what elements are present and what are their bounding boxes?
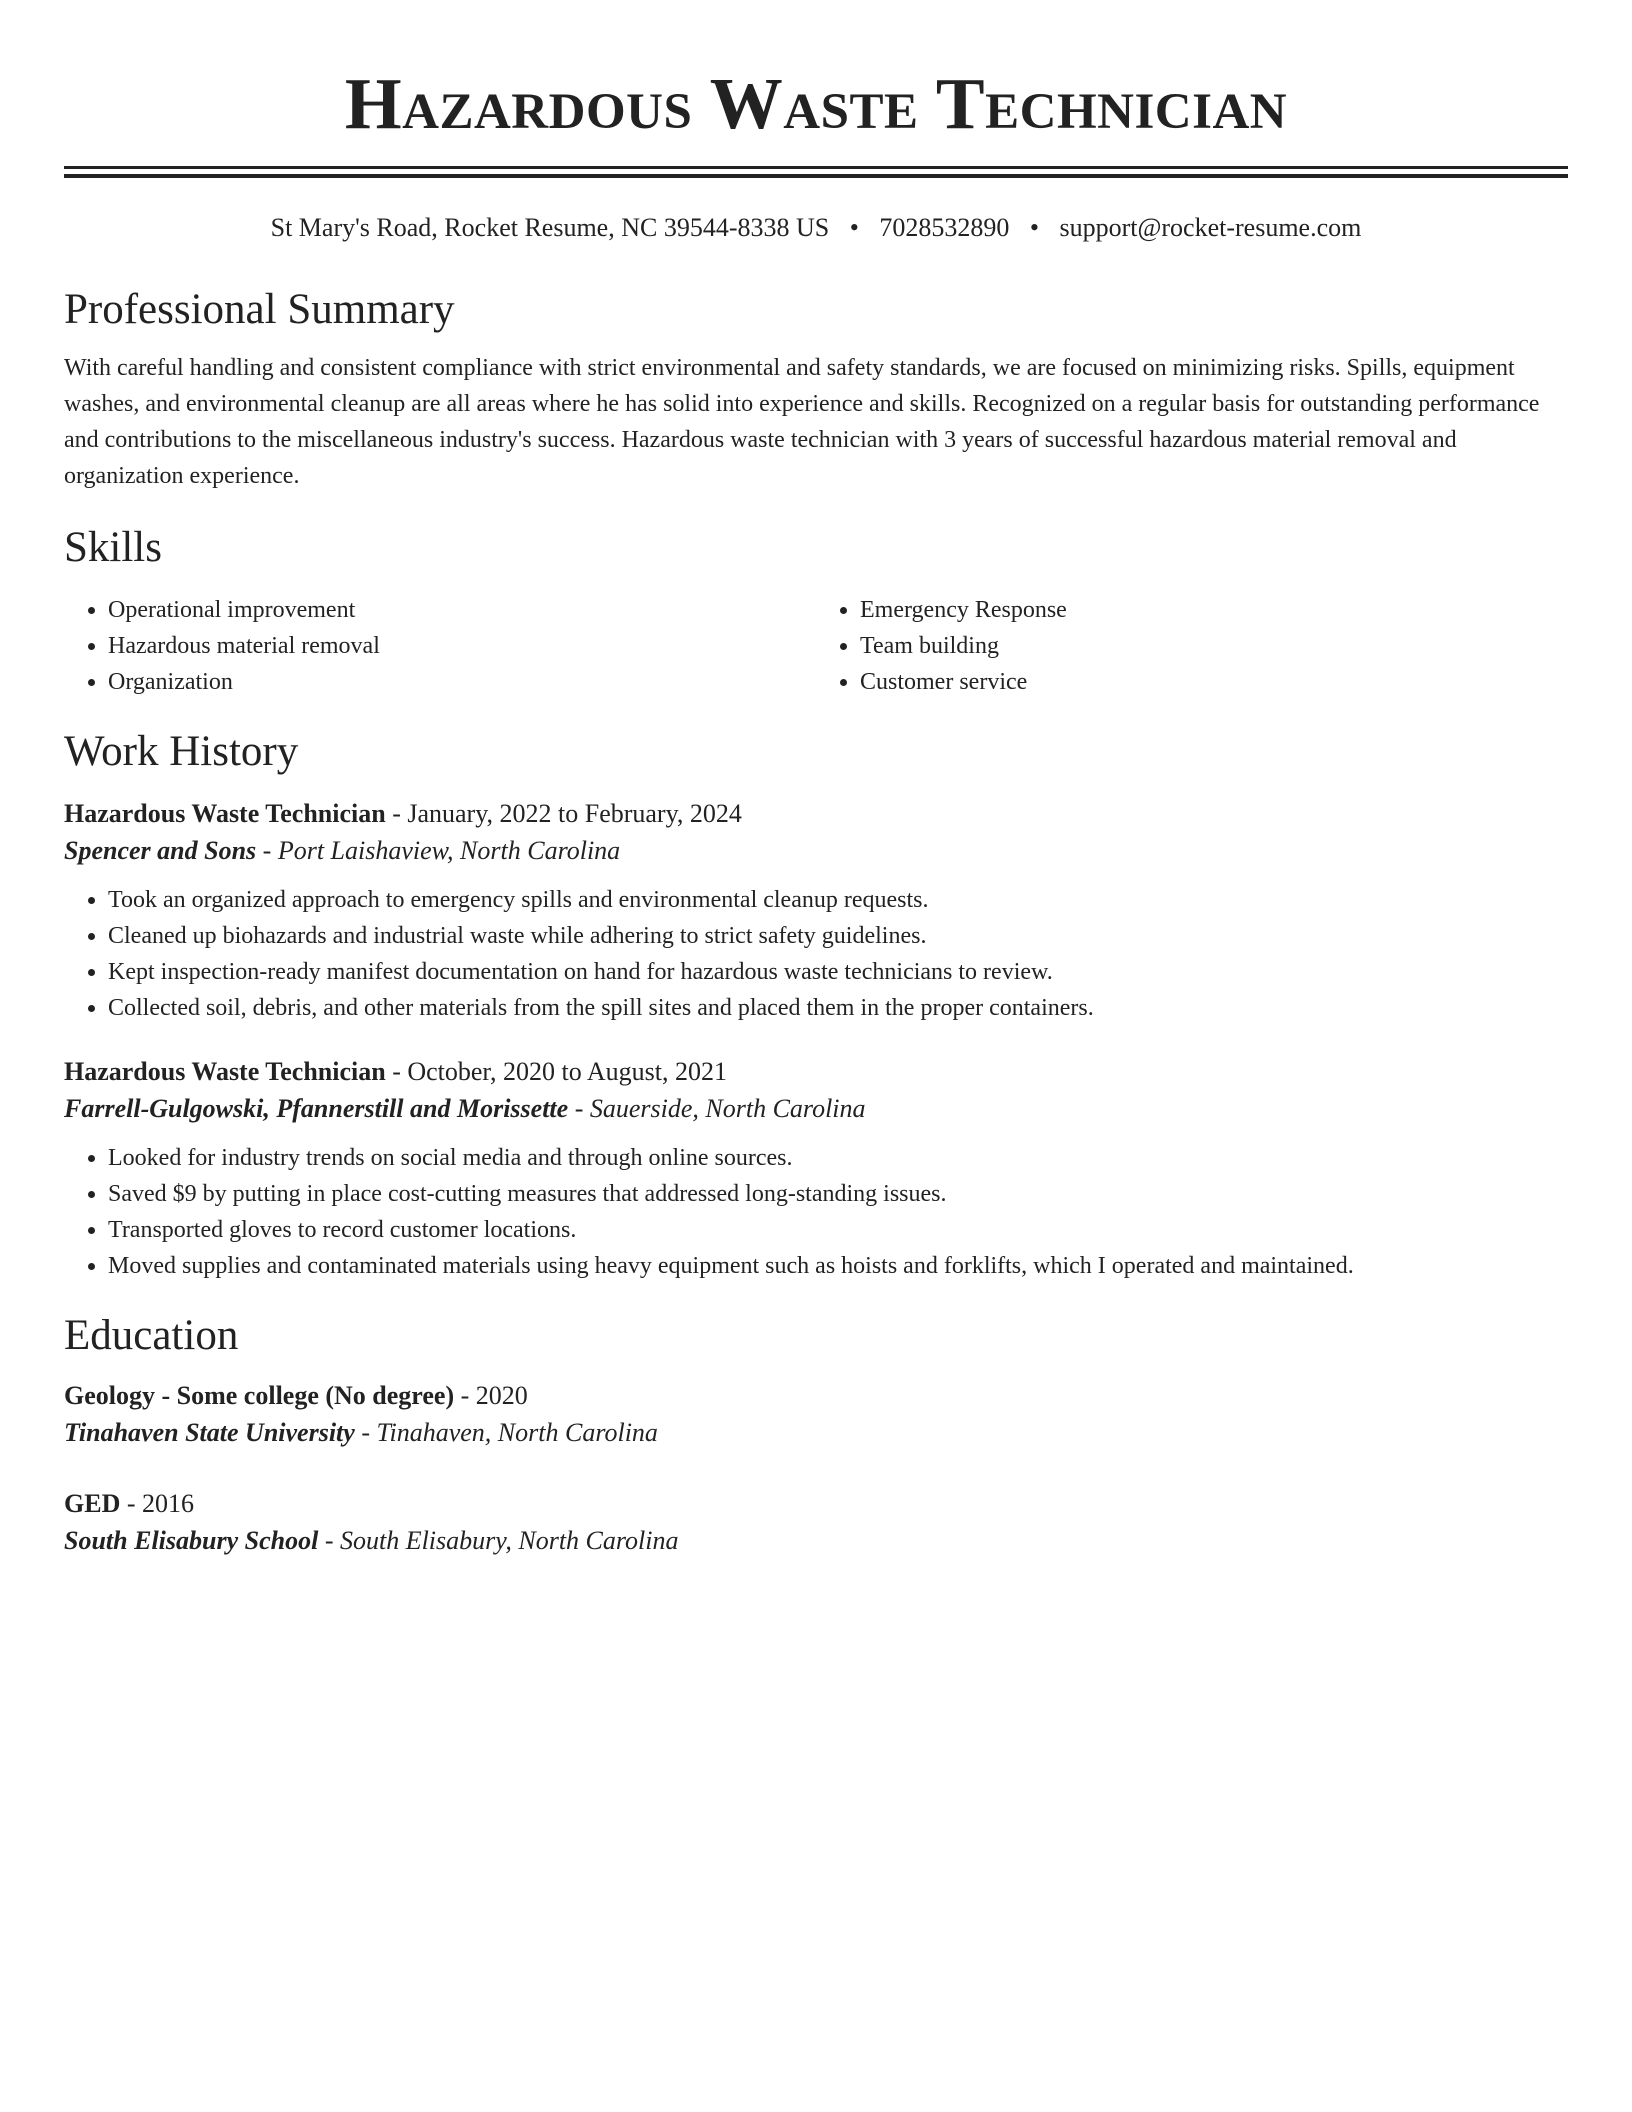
education-year: - 2016 <box>120 1489 195 1518</box>
job-duty: • Took an organized approach to emergency spills and environmental cleanup requests. <box>108 882 1568 918</box>
education-degree: GED <box>64 1489 121 1518</box>
job-entry <box>64 796 1568 1026</box>
education-year: - 2020 <box>454 1381 528 1410</box>
job-location: - Port Laishaview, North Carolina <box>256 836 621 865</box>
contact-separator: • <box>1029 213 1039 242</box>
skill-item: • Hazardous material removal <box>108 628 816 664</box>
job-title-line <box>64 1054 1568 1090</box>
education-degree-line <box>64 1486 1568 1522</box>
education-heading: Education <box>64 1312 239 1359</box>
job-dates: - January, 2022 to February, 2024 <box>385 799 742 828</box>
summary-heading: Professional Summary <box>64 286 455 333</box>
education-degree-line <box>64 1378 1568 1414</box>
job-dates: - October, 2020 to August, 2021 <box>385 1057 727 1086</box>
resume-name: Hazardous Waste Technician <box>344 63 1288 144</box>
work-history-heading: Work History <box>64 728 299 775</box>
header-rule-top <box>64 166 1568 169</box>
skill-item: • Emergency Response <box>860 592 1568 628</box>
job-company-line <box>64 1090 1568 1128</box>
job-duty: • Looked for industry trends on social media and through online sources. <box>108 1140 1568 1176</box>
job-role: Hazardous Waste Technician <box>64 799 386 828</box>
job-role: Hazardous Waste Technician <box>64 1057 386 1086</box>
resume-page <box>64 0 1568 1560</box>
job-company-line <box>64 832 1568 870</box>
job-company: Spencer and Sons <box>64 836 257 865</box>
education-school: South Elisabury School <box>64 1526 319 1555</box>
skills-column-left <box>64 592 816 700</box>
contact-email: support@rocket-resume.com <box>1059 213 1362 242</box>
education-degree: Geology - Some college (No degree) <box>64 1381 455 1410</box>
education-entry <box>64 1486 1568 1560</box>
skill-item: • Customer service <box>860 664 1568 700</box>
skill-item: • Team building <box>860 628 1568 664</box>
job-duty: • Transported gloves to record customer locations. <box>108 1212 1568 1248</box>
education-location: - Tinahaven, North Carolina <box>354 1418 658 1447</box>
job-duty: • Moved supplies and contaminated materials using heavy equipment such as hoists and forklifts, which I operated and maintained. <box>108 1248 1568 1284</box>
contact-address: St Mary's Road, Rocket Resume, NC 39544-8338 US <box>270 213 830 242</box>
contact-line <box>64 212 1568 244</box>
education-school-line <box>64 1414 1568 1452</box>
education-school: Tinahaven State University <box>64 1418 355 1447</box>
job-duty: • Collected soil, debris, and other materials from the spill sites and placed them in the proper containers. <box>108 990 1568 1026</box>
job-location: - Sauerside, North Carolina <box>568 1094 866 1123</box>
job-duty: • Saved $9 by putting in place cost-cutting measures that addressed long-standing issues. <box>108 1176 1568 1212</box>
job-duties <box>64 882 1568 1026</box>
job-title-line <box>64 796 1568 832</box>
job-duty: • Kept inspection-ready manifest documentation on hand for hazardous waste technicians to review. <box>108 954 1568 990</box>
job-entry <box>64 1054 1568 1284</box>
skills-column-right <box>816 592 1568 700</box>
skill-item: • Operational improvement <box>108 592 816 628</box>
contact-phone: 7028532890 <box>879 213 1010 242</box>
skills-heading: Skills <box>64 524 162 571</box>
job-duties <box>64 1140 1568 1284</box>
header-rule-bottom <box>64 174 1568 178</box>
education-location: - South Elisabury, North Carolina <box>318 1526 679 1555</box>
contact-separator: • <box>849 213 859 242</box>
job-company: Farrell-Gulgowski, Pfannerstill and Morissette <box>64 1094 569 1123</box>
skill-item: • Organization <box>108 664 816 700</box>
education-school-line <box>64 1522 1568 1560</box>
education-entry <box>64 1378 1568 1452</box>
job-duty: • Cleaned up biohazards and industrial waste while adhering to strict safety guidelines. <box>108 918 1568 954</box>
summary-text: With careful handling and consistent compliance with strict environmental and safety standards, we are focused on minimizing risks. Spills, equipment washes, and environmental cleanup are all areas where he has solid into experience and skills. Recognized on a regular basis for outstanding performance and contributions to the miscellaneous industry's success. Hazardous waste technician with 3 years of successful hazardous material removal and organization experience. <box>64 355 1540 489</box>
skills-list <box>64 592 1568 700</box>
